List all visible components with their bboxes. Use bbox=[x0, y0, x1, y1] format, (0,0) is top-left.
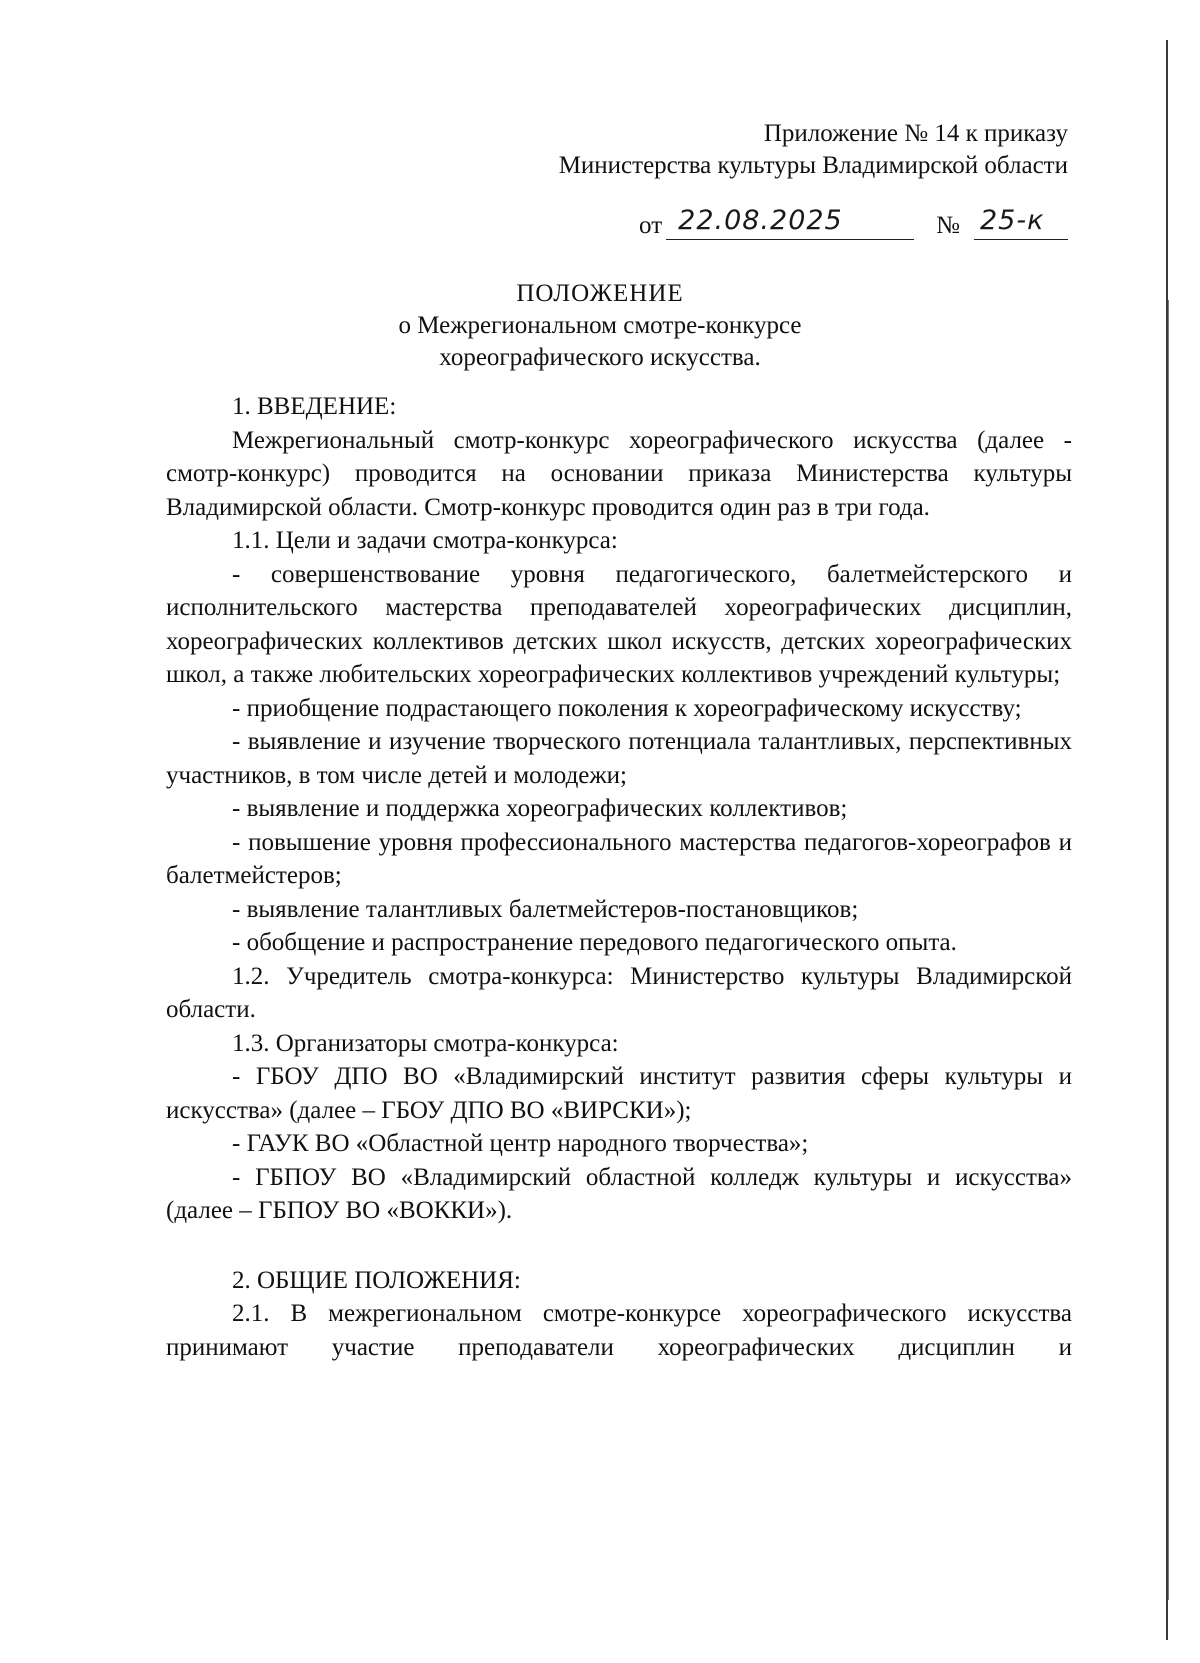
date-field bbox=[666, 205, 914, 240]
document-title bbox=[0, 278, 1200, 374]
goals-heading: 1.1. Цели и задачи смотра-конкурса: bbox=[232, 527, 618, 554]
goal-item-5: - повышение уровня профессионального мастерства педагогов-хореографов и балетмейстеров; bbox=[166, 828, 1072, 889]
document-body bbox=[166, 390, 1072, 1364]
goal-item-6: - выявление талантливых балетмейстеров-постановщиков; bbox=[232, 895, 859, 923]
goal-item-7: - обобщение и распространение передового педагогического опыта. bbox=[232, 929, 957, 956]
date-label: от bbox=[639, 212, 663, 239]
section-gap bbox=[166, 1228, 1072, 1264]
number-field bbox=[974, 205, 1068, 240]
goal-item-1: - совершенствование уровня педагогического, балетмейстерского и исполнительского мастерства преподавателей хореографических дисциплин, хореографических коллективов детских школ искусств, детских хореографических школ, а также любительских хореографических коллективов учреждений культуры; bbox=[166, 560, 1072, 688]
section-1-heading: 1. ВВЕДЕНИЕ: bbox=[232, 393, 397, 420]
section-1-intro: Межрегиональный смотр-конкурс хореографического искусства (далее - смотр-конкурс) проводится на основании приказа Министерства культуры Владимирской области. Смотр-конкурс проводится один раз в три года. bbox=[166, 426, 1072, 521]
appendix-header bbox=[559, 118, 1068, 182]
scan-edge-line-faint bbox=[1168, 300, 1169, 1600]
handwritten-number: 25-к bbox=[980, 205, 1045, 236]
organizer-item-3: - ГБПОУ ВО «Владимирский областной колледж культуры и искусства» (далее – ГБПОУ ВО «ВОККИ»). bbox=[166, 1163, 1072, 1224]
title-line-2: о Межрегиональном смотре-конкурсе bbox=[398, 312, 802, 339]
organizers-heading: 1.3. Организаторы смотра-конкурса: bbox=[232, 1029, 619, 1057]
organizer-item-1: - ГБОУ ДПО ВО «Владимирский институт развития сферы культуры и искусства» (далее – ГБОУ ДПО ВО «ВИРСКИ»); bbox=[166, 1063, 1072, 1124]
founder-paragraph: 1.2. Учредитель смотра-конкурса: Министерство культуры Владимирской области. bbox=[166, 962, 1072, 1023]
number-label: № bbox=[936, 212, 960, 239]
goal-item-2: - приобщение подрастающего поколения к хореографическому искусству; bbox=[232, 694, 1022, 722]
section-2-heading: 2. ОБЩИЕ ПОЛОЖЕНИЯ: bbox=[232, 1266, 521, 1294]
section-2-paragraph-1: 2.1. В межрегиональном смотре-конкурсе хореографического искусства принимают участие преподаватели хореографических дисциплин и bbox=[166, 1300, 1072, 1361]
order-date-number-row bbox=[639, 205, 1068, 240]
goal-item-3: - выявление и изучение творческого потенциала талантливых, перспективных участников, в том числе детей и молодежи; bbox=[166, 728, 1072, 789]
title-line-3: хореографического искусства. bbox=[439, 344, 761, 371]
appendix-line-2: Министерства культуры Владимирской области bbox=[558, 152, 1068, 179]
organizer-item-2: - ГАУК ВО «Областной центр народного творчества»; bbox=[232, 1130, 809, 1157]
title-main: ПОЛОЖЕНИЕ bbox=[516, 280, 684, 307]
handwritten-date: 22.08.2025 bbox=[678, 205, 843, 236]
appendix-line-1: Приложение № 14 к приказу bbox=[763, 120, 1068, 147]
goal-item-4: - выявление и поддержка хореографических коллективов; bbox=[232, 795, 848, 822]
